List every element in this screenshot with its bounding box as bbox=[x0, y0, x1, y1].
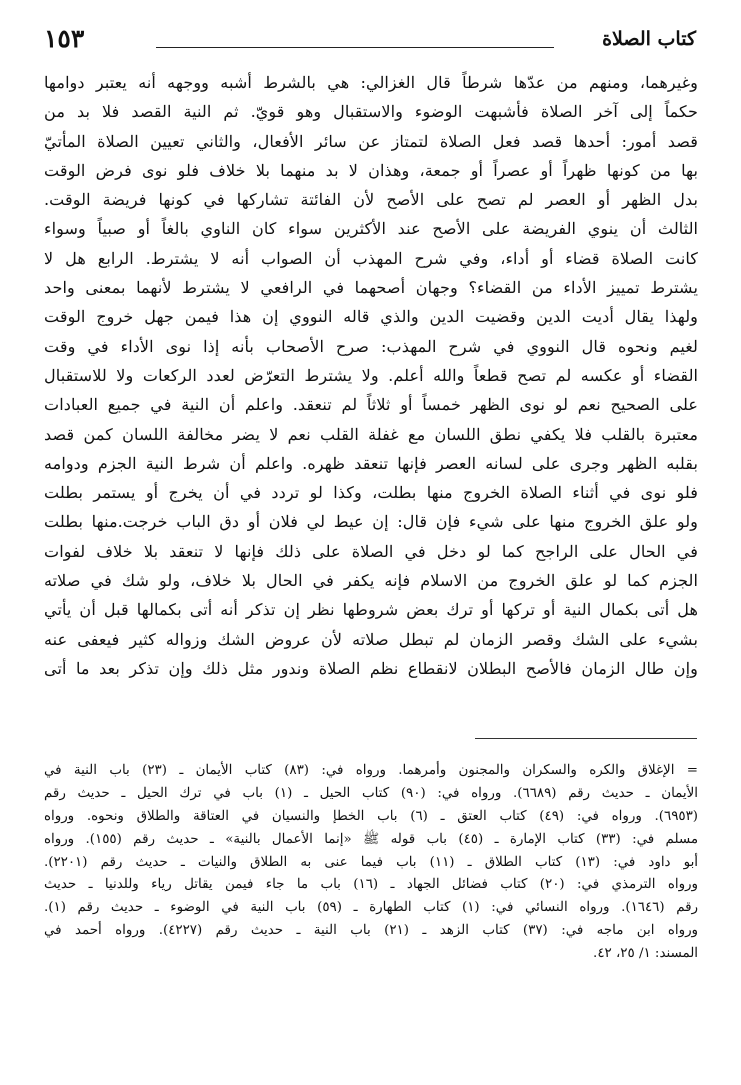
text-line: هل أتى بكمال النية أو تركها أو ترك بعض شروطها نظر إن تذكر أنه أتى بكمالها قبل أن يأتي bbox=[44, 600, 698, 620]
text-line: ولهذا يقال أديت الدين وقضيت الدين والذي قاله النووي إن هذا فيمن جهل خروج الوقت bbox=[44, 307, 698, 327]
running-header bbox=[44, 26, 696, 58]
footnote-line: ورواه الترمذي في: (٢٠) كتاب فضائل الجهاد ـ (١٦) باب ما جاء فيمن يقاتل رياء وللدنيا ـ حديث bbox=[44, 877, 698, 893]
footnote-line: مسلم في: (٣٣) كتاب الإمارة ـ (٤٥) باب قوله ﷺ «إنما الأعمال بالنية» ـ حديث رقم (١٥٥). ورواه bbox=[44, 831, 698, 847]
running-title: كتاب الصلاة bbox=[602, 28, 696, 50]
text-line: وإن طال الزمان فالأصح البطلان لانقطاع نظم الصلاة وندور مثل ذلك وإن تذكر بعد ما أتى bbox=[44, 658, 698, 678]
footnote-line: المسند: ١/ ٢٥، ٤٢. bbox=[593, 946, 698, 962]
text-line: الثالث أن ينوي الفريضة على الأصح عند الأكثرين سواء كان الناوي بالغاً أو صبياً وسواء bbox=[44, 219, 698, 239]
text-line: يشترط تمييز الأداء من القضاء؟ وجهان أصحهما في الرافعي لا يشترط لأنهما بمعنى واحد bbox=[44, 278, 698, 298]
text-line: فلو نوى في أثناء الصلاة الخروج منها بطلت، وكذا لو تردد في أن يخرج أو يستمر بطلت bbox=[44, 483, 698, 503]
text-line: بقلبه الظهر وجرى على لسانه العصر فإنها تنعقد ظهره. واعلم أن شرط النية الجزم ودوامه bbox=[44, 453, 698, 473]
page-number: ١٥٣ bbox=[44, 24, 85, 53]
footnote-line: أبو داود في: (١٣) كتاب الطلاق ـ (١١) باب فيما عنى به الطلاق والنيات ـ حديث رقم (٢٢٠١). bbox=[44, 854, 698, 870]
text-line: حكماً إلى آخر الصلاة فأشبهت الوضوء والاستقبال وهو قويّ. ثم النية القصد فلا بد من bbox=[44, 102, 698, 122]
text-line: معتبرة بالقلب فلا يكفي نطق اللسان مع غفلة القلب نعم لا يضر مخالفة اللسان كمن قصد bbox=[44, 424, 698, 444]
text-line: القضاء أو عكسه لم تصح قطعاً والله أعلم. ولا يشترط التعرّض لعدد الركعات ولا للاستقبال bbox=[44, 365, 698, 385]
footnote-line: = الإغلاق والكره والسكران والمجنون وأمرهما. ورواه في: (٨٣) كتاب الأيمان ـ (٢٣) باب النية في bbox=[44, 763, 698, 778]
footnote-line: ورواه ابن ماجه في: (٣٧) كتاب الزهد ـ (٢١) باب النية ـ حديث رقم (٤٢٢٧). ورواه أحمد في bbox=[44, 923, 698, 939]
text-line: كانت الصلاة قضاء أو أداء، وفي شرح المهذب أن الصواب أنه لا يشترط. الرابع هل لا bbox=[44, 248, 698, 268]
text-line: على الصحيح نعم لو نوى الظهر خمساً أو ثلاثاً لم تنعقد. واعلم أن النية في جميع العبادات bbox=[44, 395, 698, 415]
text-line: بدل الظهر أو العصر لم تصح على الأصح لأن الفائتة تشاركها في كونها فريضة الوقت. bbox=[44, 190, 698, 210]
main-text bbox=[44, 68, 698, 683]
text-line: بها من كونها ظهراً أو عصراً أو جمعة، وهذان لا بد منهما بلا خلاف فلو نوى فرض الوقت bbox=[44, 160, 698, 180]
footnotes bbox=[44, 760, 698, 966]
footnote-divider bbox=[475, 738, 697, 739]
text-line: لغيم ونحوه قال النووي في شرح المهذب: صرح الأصحاب بأنه إذا نوى الأداء في وقت bbox=[44, 336, 698, 356]
text-line: الجزم كما لو علق الخروج من الاسلام فإنه يكفر في الحال بلا خلاف، ولو شك في صلاته bbox=[44, 571, 698, 591]
text-line: ولو علق الخروج منها على شيء فإن قال: إن عيط لي فلان أو دق الباب خرجت.منها بطلت bbox=[44, 512, 698, 532]
text-line: وغيرهما، ومنهم من عدّها شرطاً قال الغزالي: هي بالشرط أشبه ووجهه أنه يعتبر دوامها bbox=[44, 73, 698, 92]
footnote-line: (٦٩٥٣). ورواه في: (٤٩) كتاب العتق ـ (٦) باب الخطإ والنسيان في العتاقة والطلاق ونحوه. ورواه bbox=[44, 808, 698, 824]
text-line: في الحال على الراجح كما لو دخل في الصلاة على ذلك فإنها لا تنعقد بلا خلاف لفوات bbox=[44, 541, 698, 561]
footnote-line: رقم (١٦٤٦). ورواه النسائي في: (١) كتاب الطهارة ـ (٥٩) باب النية في الوضوء ـ حديث رقم (١). bbox=[44, 900, 698, 916]
header-rule bbox=[156, 47, 554, 48]
footnote-line: الأيمان ـ حديث رقم (٦٦٨٩). ورواه في: (٩٠) كتاب الحيل ـ (١) باب في ترك الحيل ـ حديث رقم bbox=[44, 785, 698, 801]
text-line: بشيء على الشك وقصر الزمان لم تبطل صلاته لأن عروض الشك وزواله كثير فيعفى عنه bbox=[44, 629, 698, 649]
text-line: قصد أمور: أحدها قصد فعل الصلاة لتمتاز عن سائر الأفعال، والثاني تعيين الصلاة المأتيّ bbox=[44, 131, 698, 151]
